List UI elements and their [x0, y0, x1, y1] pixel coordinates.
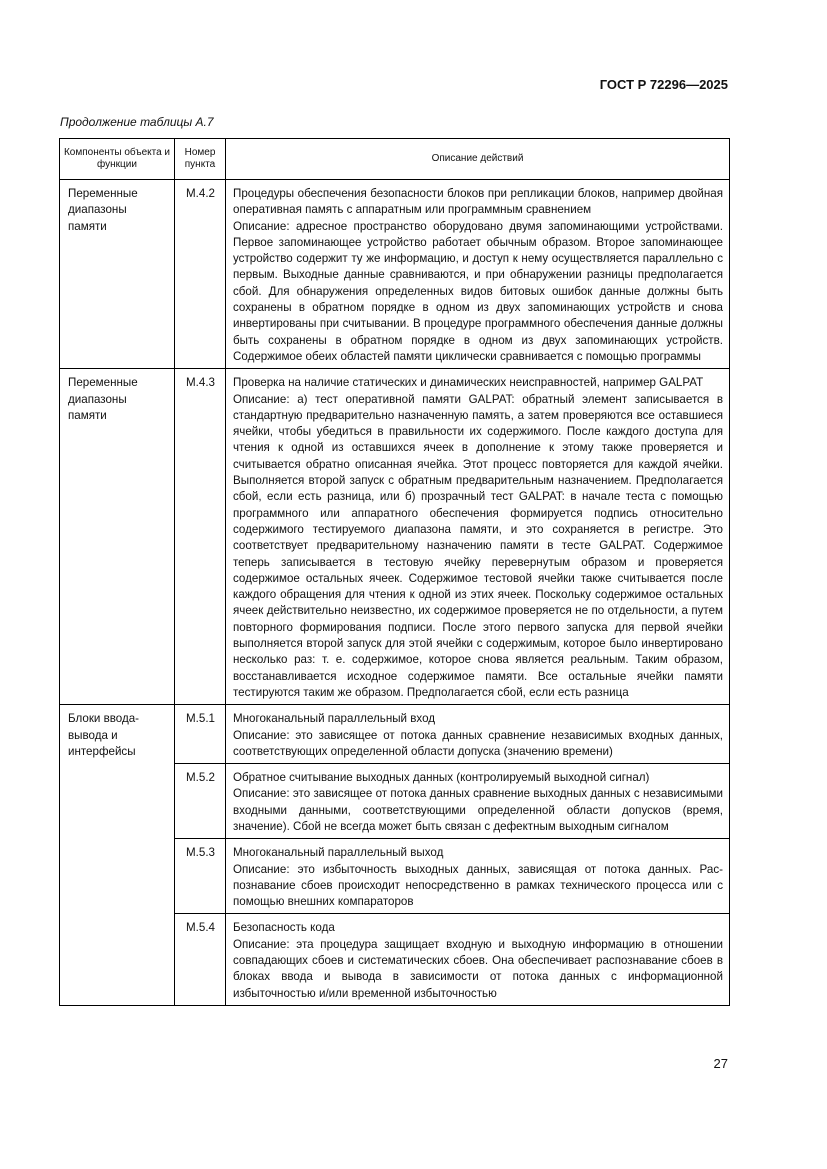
- row-description-text: Описание: адресное пространство оборудовано двумя запоминающими устройствами. Первое запоминающее устройство работает обычным образом. Второе запоминающее устройство содержит ту же информацию, и доступ к нему осуществляется параллельно с первым. Выходные данные сравниваются, и при обнаружении разницы предполагается сбой. Для обнаружения определенных видов битовых ошибок данные должны быть сохранены в обратном порядке в одном из двух запоминающих устройств и снова инвертированы при считывании. В процедуре программного обеспечения данные должны быть сохранены в обратном порядке в одном из двух запоминающих устройств. Содержимое обеих областей памяти циклически сравнивается с помощью программы: [233, 219, 723, 363]
- row-number: М.5.4: [175, 914, 226, 1005]
- row-component: Переменные диапазоны памяти: [60, 180, 175, 369]
- row-number: М.4.3: [175, 369, 226, 705]
- row-description-text: Описание: а) тест оперативной памяти GALPAT: обратный элемент записывается в стандартную предварительно назначенную память, а затем проверяются все оставшиеся ячейки, чтобы убедиться в правильности их содержимого. После каждого доступа для чтения к одной из оставшихся ячеек в дополнение к этому также проверяется и считывается обратно описанная ячейка. Этот процесс повторяется для каждой ячейки. Выполняется второй запуск с обратным предварительным назначением. Предполагается сбой, если есть разница, или б) прозрачный тест GALPAT: в начале теста с помощью программного или аппаратного обеспечения формируется подпись относительно содержимого тестируемого диапазона памяти, и это сохраняется в регистре. Это соответствует предварительному назначению памяти в тесте GALPAT. Содержимое теперь записывается в тестовую ячейку перевернутым образом и проверяется содержимое остальных ячеек. Содержимое тестовой ячейки также считывается после каждого обращения для чтения к одной из этих ячеек. Поскольку содержимое остальных ячеек действительно неизвестно, их содержимое проверяется не по отдельности, а путем повторного формирования подписи. После этого первого запуска для первой ячейки выполняется второй запуск для этой ячейки с содержимым, которое было инвертировано несколько раз: т. е. содержимое, которое снова является реальным. Таким образом, восстанавливается исходное содержимое памяти. Все остальные ячейки памяти тестируются таким же образом. Предполагается сбой, если есть разница: [233, 392, 723, 699]
- row-description: [226, 764, 730, 839]
- row-description-title: Безопасность кода: [233, 921, 335, 935]
- row-description-title: Многоканальный параллельный вход: [233, 712, 436, 726]
- column-header-number: Номер пункта: [175, 139, 226, 180]
- row-number: М.5.3: [175, 839, 226, 914]
- row-description: [226, 705, 730, 764]
- column-header-components: Компоненты объекта и функции: [60, 139, 175, 180]
- row-description: [226, 180, 730, 369]
- row-component: Блоки ввода-вывода и интерфейсы: [60, 705, 175, 1006]
- table-caption: Продолжение таблицы А.7: [60, 115, 214, 129]
- row-description: [226, 839, 730, 914]
- page-number: 27: [713, 1056, 728, 1071]
- row-number: М.5.2: [175, 764, 226, 839]
- row-description-title: Многоканальный параллельный выход: [233, 846, 444, 860]
- table-row: [60, 369, 730, 705]
- row-description-title: Процедуры обеспечения безопасности блоков при репликации блоков, например двойная оперативная память с аппаратным или программным сравнением: [233, 187, 723, 217]
- row-description-text: Описание: это зависящее от потока данных сравнение выходных данных с независимыми входными данными, соответствующими определенной области допусков (время, значение). Сбой не всегда может быть связан с дефектным выходным сигналом: [233, 787, 723, 833]
- row-description: [226, 914, 730, 1005]
- row-description-title: Обратное считывание выходных данных (контролируемый выходной сигнал): [233, 771, 650, 785]
- standard-id: ГОСТ Р 72296—2025: [599, 77, 728, 92]
- row-component: Переменные диапазоны памяти: [60, 369, 175, 705]
- table-header-row: [60, 139, 730, 180]
- row-number: М.4.2: [175, 180, 226, 369]
- table-row: [60, 180, 730, 369]
- row-description-text: Описание: эта процедура защищает входную и выходную информацию в отношении совпадающих сбоев и систематических сбоев. Она обеспечивает распознавание сбоев в блоках ввода и вывода в зависимости от потока данных с информационной избыточностью и/или временной избыточностью: [233, 937, 723, 1000]
- actions-table: [59, 138, 730, 1006]
- row-description-text: Описание: это зависящее от потока данных сравнение независимых входных данных, соответствующих определенной области допуска (значению времени): [233, 728, 723, 758]
- column-header-description: Описание действий: [226, 139, 730, 180]
- row-description-text: Описание: это избыточность выходных данных, зависящая от потока данных. Распознавание сбоев происходит непосредственно в рамках технического процесса или с помощью внешних компараторов: [233, 862, 723, 909]
- table-row: [60, 705, 730, 764]
- row-description-title: Проверка на наличие статических и динамических неисправностей, например GALPAT: [233, 376, 704, 390]
- row-number: М.5.1: [175, 705, 226, 764]
- row-description: [226, 369, 730, 705]
